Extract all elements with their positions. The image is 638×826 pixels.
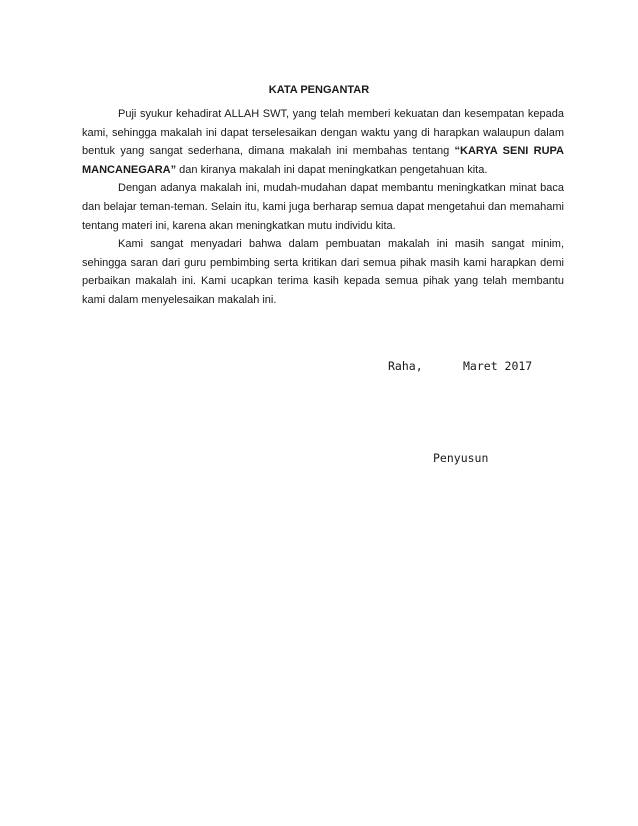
closing-place: Raha,	[388, 359, 423, 373]
paragraph-3: Kami sangat menyadari bahwa dalam pembuatan makalah ini masih sangat minim, sehingga saran dari guru pembimbing serta kritikan dari semua pihak masih kami harapkan demi perbaikan makalah ini. Kami ucapkan terima kasih kepada semua pihak yang telah membantu kami dalam menyelesaikan makalah ini.	[82, 238, 564, 306]
paragraph-1-text-end: dan kiranya makalah ini dapat meningkatkan pengetahuan kita.	[176, 163, 488, 176]
paragraph-1-text: Puji syukur kehadirat ALLAH SWT, yang telah memberi kekuatan dan kesempatan kepada kami, sehingga makalah ini dapat terselesaikan dengan waktu yang di harapkan walaupun dalam bentuk yang sangat sederhana, dimana makalah ini membahas tentang	[82, 108, 564, 158]
closing-date: Maret 2017	[463, 359, 533, 373]
closing-author: Penyusun	[433, 451, 489, 465]
page-title: KATA PENGANTAR	[268, 84, 370, 96]
paragraph-2: Dengan adanya makalah ini, mudah-mudahan dapat membantu meningkatkan minat baca dan belajar teman-teman. Selain itu, kami juga berharap semua dapat mengetahui dan memahami tentang materi ini, karena akan meningkatkan mutu individu kita.	[82, 182, 564, 232]
paragraph-1	[82, 105, 564, 179]
document-body	[82, 105, 564, 310]
paragraph-1-emphasis: “KARYA SENI RUPA MANCANEGARA”	[82, 145, 564, 176]
